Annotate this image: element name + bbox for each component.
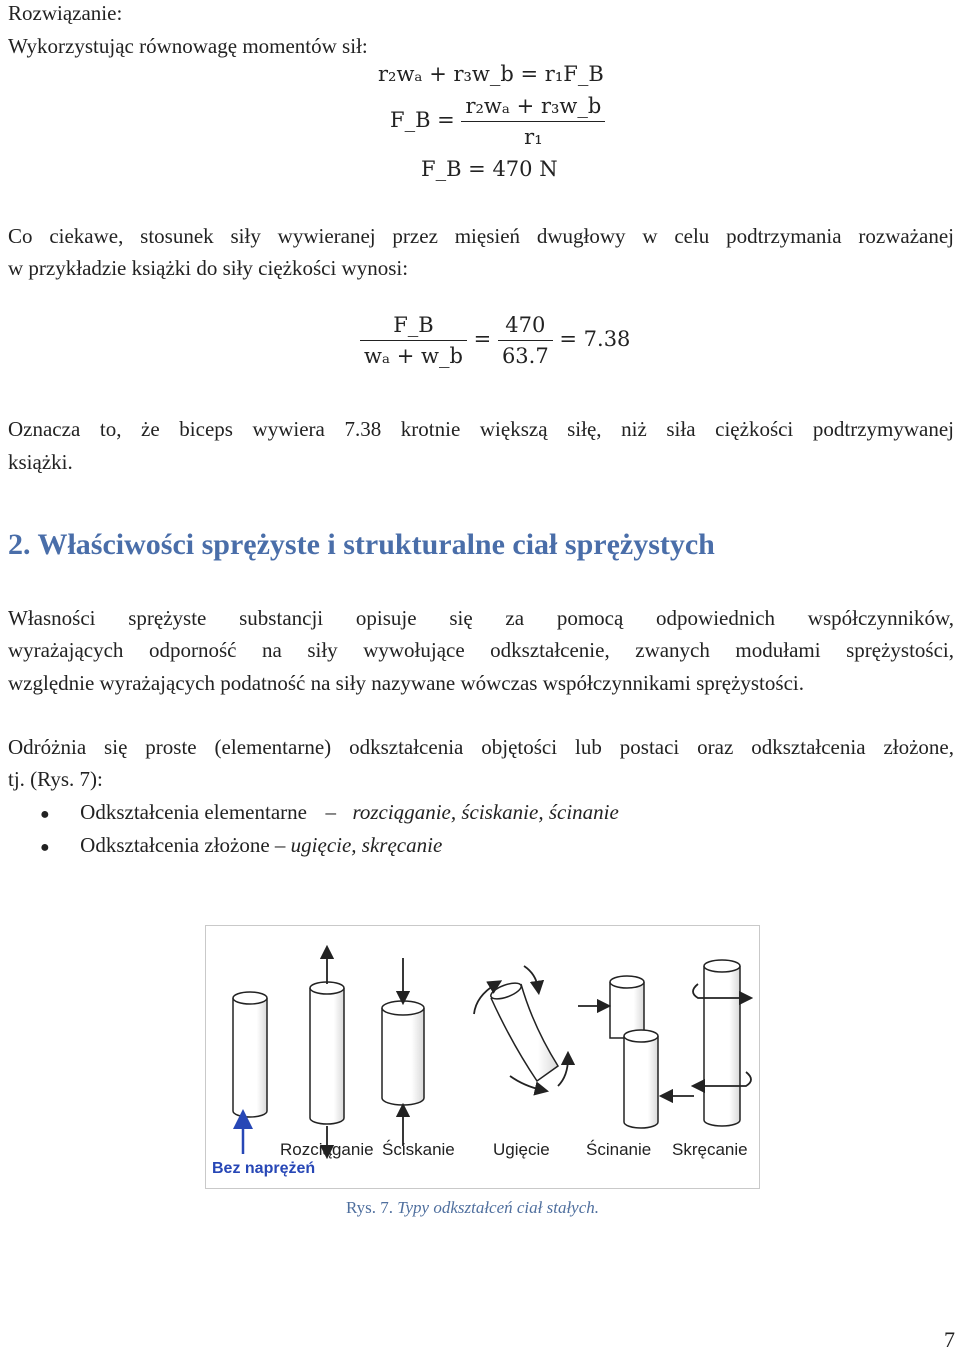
bullet-label: Odkształcenia złożone xyxy=(80,833,270,857)
bullet-dot-icon: ● xyxy=(40,806,50,823)
cylinder-tension xyxy=(310,952,344,1152)
equation-moment-balance: r₂wₐ + r₃w_b = r₁F_B xyxy=(378,62,604,86)
bullet-dot-icon: ● xyxy=(40,839,50,856)
cylinder-shear xyxy=(578,976,694,1128)
equation-fb-value: F_B = 470 N xyxy=(421,157,558,181)
label-compression: Ściskanie xyxy=(382,1140,455,1159)
curved-arrow-icon xyxy=(558,1058,568,1086)
caption-title: Typy odkształceń ciał stałych. xyxy=(397,1198,600,1217)
meaning-text-line2: książki. xyxy=(8,450,73,474)
equation-ratio xyxy=(360,313,630,368)
cylinder-compression xyxy=(382,958,424,1146)
deformation-figure xyxy=(205,925,760,1189)
section-heading: 2. Właściwości sprężyste i strukturalne ciał sprężystych xyxy=(8,528,715,561)
ratio-text-line2: w przykładzie książki do siły ciężkości wynosi: xyxy=(8,256,409,280)
page-number: 7 xyxy=(944,1327,955,1352)
equation-fb-lhs: F_B = xyxy=(390,108,455,132)
equation-ratio-frac2 xyxy=(498,313,553,368)
bullet-item-complex xyxy=(40,832,442,861)
ratio-text-line1: Co ciekawe, stosunek siły wywieranej przez mięsień dwugłowy w celu podtrzymania rozważanej xyxy=(8,224,954,248)
equation-ratio-num1: F_B xyxy=(360,313,467,341)
label-tension: Rozciąganie xyxy=(280,1140,374,1159)
equation-ratio-result: = 7.38 xyxy=(559,327,631,351)
para1-line2: wyrażających odporność na siły wywołujące odkształcenie, zwanych modułami sprężystości, xyxy=(8,638,954,662)
solution-label: Rozwiązanie: xyxy=(8,1,123,25)
para1-line1: Własności sprężyste substancji opisuje się za pomocą odpowiednich współczynników, xyxy=(8,606,954,630)
cylinder-unstressed xyxy=(233,992,267,1117)
para2-line1: Odróżnia się proste (elementarne) odkształcenia objętości lub postaci oraz odkształcenia złożone, xyxy=(8,735,954,759)
equation-fb-numerator: r₂wₐ + r₃w_b xyxy=(461,94,605,122)
bullet-examples: ugięcie, skręcanie xyxy=(290,833,443,857)
label-stress-free: Bez naprężeń xyxy=(212,1160,316,1177)
equation-ratio-frac1 xyxy=(360,313,467,368)
para2-line2: tj. (Rys. 7): xyxy=(8,767,103,791)
label-bending: Ugięcie xyxy=(493,1140,550,1159)
equation-ratio-equals: = xyxy=(473,327,492,351)
para1-line3: względnie wyrażających podatność na siły nazywane wówczas współczynnikami sprężystości. xyxy=(8,671,804,695)
label-torsion: Skręcanie xyxy=(672,1140,748,1159)
bullet-dash: – xyxy=(274,833,286,857)
meaning-text-line1: Oznacza to, że biceps wywiera 7.38 krotnie większą siłę, niż siła ciężkości podtrzymywanej xyxy=(8,417,954,441)
cylinder-torsion xyxy=(693,960,751,1126)
equation-ratio-den2: 63.7 xyxy=(501,344,549,368)
figure-caption xyxy=(346,1198,599,1218)
equation-fb-frac xyxy=(461,94,605,149)
bullet-item-elementary xyxy=(40,799,619,828)
bullet-label: Odkształcenia elementarne xyxy=(80,800,307,824)
caption-prefix: Rys. 7. xyxy=(346,1198,394,1217)
bullet-dash: – xyxy=(325,800,336,824)
moment-intro: Wykorzystując równowagę momentów sił: xyxy=(8,34,368,58)
curved-arrow-icon xyxy=(524,966,538,988)
equation-fb-denominator: r₁ xyxy=(524,125,543,149)
equation-ratio-num2: 470 xyxy=(498,313,553,341)
equation-ratio-den1: wₐ + w_b xyxy=(364,344,463,368)
bullet-examples: rozciąganie, ściskanie, ścinanie xyxy=(352,800,619,824)
label-shear: Ścinanie xyxy=(586,1140,652,1159)
equation-fb-fraction xyxy=(390,94,605,149)
cylinder-bending xyxy=(474,966,568,1090)
